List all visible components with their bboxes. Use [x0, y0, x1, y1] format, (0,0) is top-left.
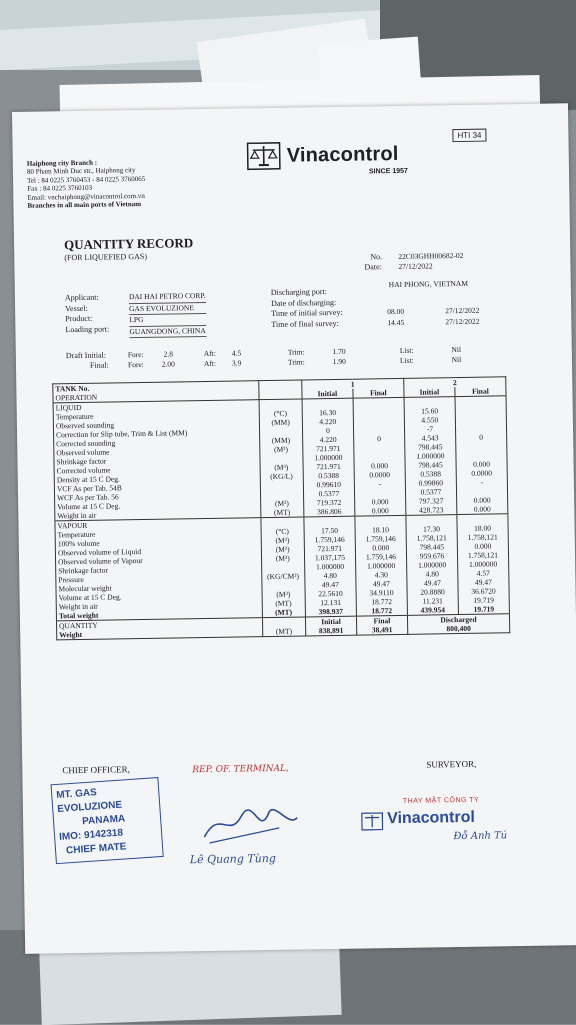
draft-labels: Draft Initial: Final: [66, 351, 109, 372]
table-row: Observed sounding (MM) 4.220 4.550 [53, 414, 506, 430]
table-row: Molecular weight 49.47 49.47 49.47 49.47 [56, 577, 509, 593]
survey-dates: 27/12/2022 27/12/2022 [445, 306, 479, 328]
chief-officer-label: CHIEF OFFICER, [62, 764, 130, 775]
table-row: Temperature (°C) 16.30 15.60 [53, 405, 506, 421]
table-row: Observed volume of Liquid (M³) 721.971 0.000 798.445 0.000 [55, 541, 508, 557]
product-value: LPG [129, 314, 206, 327]
table-row: LIQUID [53, 396, 506, 413]
table-row: Weight in air (MT) 12.131 18.772 11.231 19.719 [56, 595, 509, 611]
table-row: Observed volume (M³) 721.971 798.445 [54, 441, 507, 457]
table-row: Shrinkage factor 1.000000 1.000000 [54, 450, 507, 466]
survey-times: 08.00 14.45 [387, 307, 404, 328]
list-values: List: Nil List: Nil [400, 345, 462, 366]
table-row: Pressure (KG/CM²) 4.80 4.30 4.80 4.57 [56, 568, 509, 584]
quantity-table [52, 376, 510, 640]
since-label: SINCE 1957 [369, 168, 408, 176]
branch-line: Fax : 84 0225 3760103 [27, 183, 145, 193]
trim-values: Trim: 1.70 Trim: 1.90 [288, 347, 346, 368]
branch-address [27, 158, 146, 210]
table-header-row: TANK No. 1 2 [53, 377, 506, 394]
scales-icon [361, 812, 383, 830]
table-row: VAPOUR [55, 514, 508, 531]
place: HAI PHONG, VIETNAM [389, 279, 468, 289]
table-row: Shrinkage factor 1.000000 1.000000 1.000000 1.000000 [56, 559, 509, 575]
table-row: Total weight (MT) 398.937 18.772 439.954 19.719 [56, 604, 509, 621]
brand-name: Vinacontrol [287, 142, 399, 167]
table-header-row: OPERATION Initial Final Initial Final [53, 386, 506, 403]
branch-footer: Branches in all main ports of Vietnam [27, 200, 145, 210]
table-row: Corrected sounding (MM) 4.220 0 4.543 0 [54, 432, 507, 448]
branch-title: Haiphong city Branch : [27, 158, 145, 168]
table-row: Volume at 15 C Deg. (M³) 22.5610 34.9110 20.8880 36.6720 [56, 586, 509, 602]
loading-port-value: GUANGDONG, CHINA [129, 325, 206, 338]
table-row: WCF As per Tab. 56 0.5377 0.5377 [54, 486, 507, 502]
no-label: No. [370, 252, 382, 261]
document-subtitle: (FOR LIQUEFIED GAS) [64, 252, 147, 262]
table-row: VCF As per Tab. 54B 0.99610 - 0.99860 - [54, 477, 507, 493]
vinacontrol-logo [247, 140, 399, 170]
table-row: Corrected volume (M³) 721.971 0.000 798.445 0.000 [54, 459, 507, 475]
left-info-labels: Applicant: Vessel: Product: Loading port: [65, 293, 109, 336]
left-info-values [129, 291, 206, 338]
rep-terminal-label: REP. OF. TERMINAL, [192, 764, 289, 776]
draft-fore: Fore: 2.8 Fore: 2.00 [128, 349, 175, 370]
table-row: 100% volume (M³) 1.759,146 1.759,146 1.758,121 1.758,121 [55, 532, 508, 548]
right-info-labels: Discharging port: Date of discharging: Time of initial survey: Time of final survey: [271, 287, 343, 330]
weight-row: Weight (MT) 838,891 38,491 800,400 [57, 623, 510, 640]
surveyor-stamp: THAY MẶT CÔNG TY Vinacontrol Đỗ Anh Tú [353, 794, 524, 849]
quantity-record-document [12, 103, 576, 954]
date-label: Date: [364, 262, 381, 271]
record-number: 22C03GHH00682-02 [398, 251, 463, 261]
table-row: Density at 15 C Deg. (KG/L) 0.5388 0.0000 0.5388 0.0000 [54, 468, 507, 484]
surveyor-label: SURVEYOR, [426, 759, 476, 770]
branch-line: Tel : 84 0225 3760453 - 84 0225 3760065 [27, 175, 145, 185]
table-row: Temperature (°C) 17.50 18.10 17.30 18.00 [55, 523, 508, 539]
scales-icon [247, 142, 281, 171]
table-row: Weight in air (MT) 386.806 0.000 428.723 0.000 [55, 504, 508, 521]
document-title: QUANTITY RECORD [64, 235, 193, 253]
vessel-stamp: MT. GAS EVOLUZIONE PANAMA IMO: 9142318 CHIEF MATE [51, 777, 164, 864]
table-row: Correction for Slip tube, Trim & List (MM) 0 -7 [54, 423, 507, 439]
branch-line: Email: vnchaiphong@vinacontrol.com.vn [27, 192, 145, 202]
table-row: Observed volume of Vapour (M³) 1.037,175 1.759,146 959.676 1.758,121 [56, 550, 509, 566]
record-date: 27/12/2022 [398, 261, 432, 271]
draft-aft: Aft: 4.5 Aft: 3.9 [204, 348, 242, 369]
terminal-signature-icon [199, 798, 300, 850]
applicant-value: DAI HAI PETRO CORP. [129, 291, 206, 304]
table-row: Volume at 15 C Deg. (M³) 719.372 0.000 797.327 0.000 [55, 495, 508, 511]
vessel-value: GAS EVOLUZIONE [129, 302, 206, 315]
branch-line: 80 Pham Minh Duc str., Haiphong city [27, 166, 145, 176]
quantity-header-row: QUANTITY Initial Final Discharged [56, 614, 509, 631]
form-code: HTI 34 [452, 129, 486, 143]
rep-name: Lê Quang Tùng [190, 852, 276, 866]
